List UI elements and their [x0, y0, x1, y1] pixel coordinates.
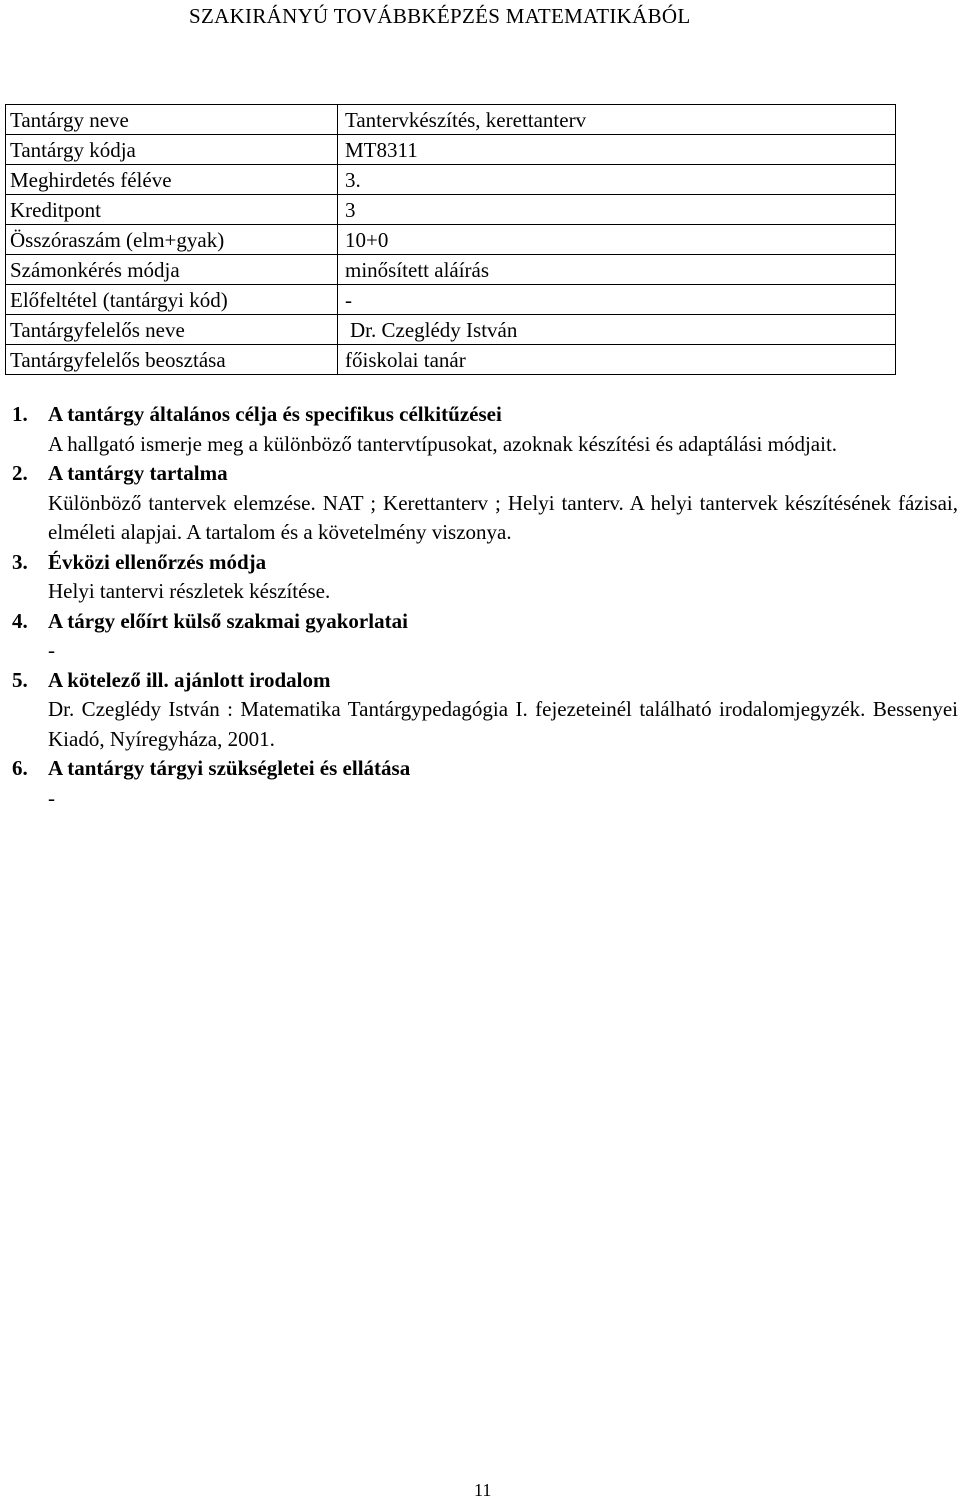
section-title: Évközi ellenőrzés módja: [48, 549, 267, 574]
row-value: 3: [338, 195, 896, 225]
row-value: Dr. Czeglédy István: [338, 315, 896, 345]
section-number: 6.: [12, 756, 28, 780]
section-number: 1.: [12, 402, 28, 426]
row-value: -: [338, 285, 896, 315]
table-row: [6, 135, 896, 165]
section-number: 3.: [12, 549, 28, 574]
section-practice: [12, 607, 958, 666]
table-row: [6, 165, 896, 195]
row-value: 10+0: [338, 225, 896, 255]
table-row: [6, 105, 896, 135]
course-sections: [12, 400, 958, 813]
row-label: Összóraszám (elm+gyak): [6, 225, 338, 255]
section-title: A tantárgy általános célja és specifikus célkitűzései: [48, 402, 502, 426]
section-title: A tantárgy tárgyi szükségletei és ellátása: [48, 756, 411, 780]
section-heading: [12, 400, 958, 430]
section-title: A tárgy előírt külső szakmai gyakorlatai: [48, 608, 408, 633]
section-title: A tantárgy tartalma: [48, 461, 228, 485]
section-body: -: [48, 638, 55, 662]
section-body: -: [48, 785, 55, 810]
row-label: Tantárgy kódja: [6, 135, 338, 165]
section-literature: [12, 666, 958, 755]
table-row: [6, 195, 896, 225]
row-label: Kreditpont: [6, 195, 338, 225]
section-title: A kötelező ill. ajánlott irodalom: [48, 667, 331, 692]
section-body: A hallgató ismerje meg a különböző tantervtípusokat, azoknak készítési és adaptálási módjait.: [48, 431, 838, 456]
row-label: Meghirdetés féléve: [6, 165, 338, 195]
table-row: [6, 225, 896, 255]
section-body: Különböző tantervek elemzése. NAT ; Kerettanterv ; Helyi tanterv. A helyi tantervek készítésének fázisai, elméleti alapjai. A tartalom és a követelmény viszonya.: [48, 490, 958, 544]
row-label: Tantárgyfelelős beosztása: [6, 345, 338, 375]
row-value: 3.: [338, 165, 896, 195]
row-value: főiskolai tanár: [338, 345, 896, 375]
section-heading: [12, 548, 958, 578]
row-label: Tantárgy neve: [6, 105, 338, 135]
row-label: Előfeltétel (tantárgyi kód): [6, 285, 338, 315]
page-number: 11: [474, 1480, 492, 1500]
row-value: minősített aláírás: [338, 255, 896, 285]
table-row: [6, 285, 896, 315]
section-heading: [12, 666, 958, 696]
row-value: Tantervkészítés, kerettanterv: [338, 105, 896, 135]
section-body: Helyi tantervi részletek készítése.: [48, 579, 331, 603]
course-info-table: [5, 104, 896, 375]
section-number: 2.: [12, 461, 28, 485]
row-label: Számonkérés módja: [6, 255, 338, 285]
section-number: 4.: [12, 608, 28, 633]
section-assessment: [12, 548, 958, 607]
section-heading: [12, 754, 958, 784]
table-row: [6, 345, 896, 375]
section-requirements: [12, 754, 958, 813]
section-heading: [12, 607, 958, 637]
row-label: Tantárgyfelelős neve: [6, 315, 338, 345]
section-number: 5.: [12, 667, 28, 692]
table-row: [6, 255, 896, 285]
section-objectives: [12, 400, 958, 459]
row-value: MT8311: [338, 135, 896, 165]
section-heading: [12, 459, 958, 489]
section-body: Dr. Czeglédy István : Matematika Tantárgypedagógia I. fejezeteinél található irodalomjegyzék. Bessenyei Kiadó, Nyíregyháza, 2001.: [48, 697, 958, 751]
table-row: [6, 315, 896, 345]
page-header-title: SZAKIRÁNYÚ TOVÁBBKÉPZÉS MATEMATIKÁBÓL: [189, 4, 691, 28]
section-content: [12, 459, 958, 548]
